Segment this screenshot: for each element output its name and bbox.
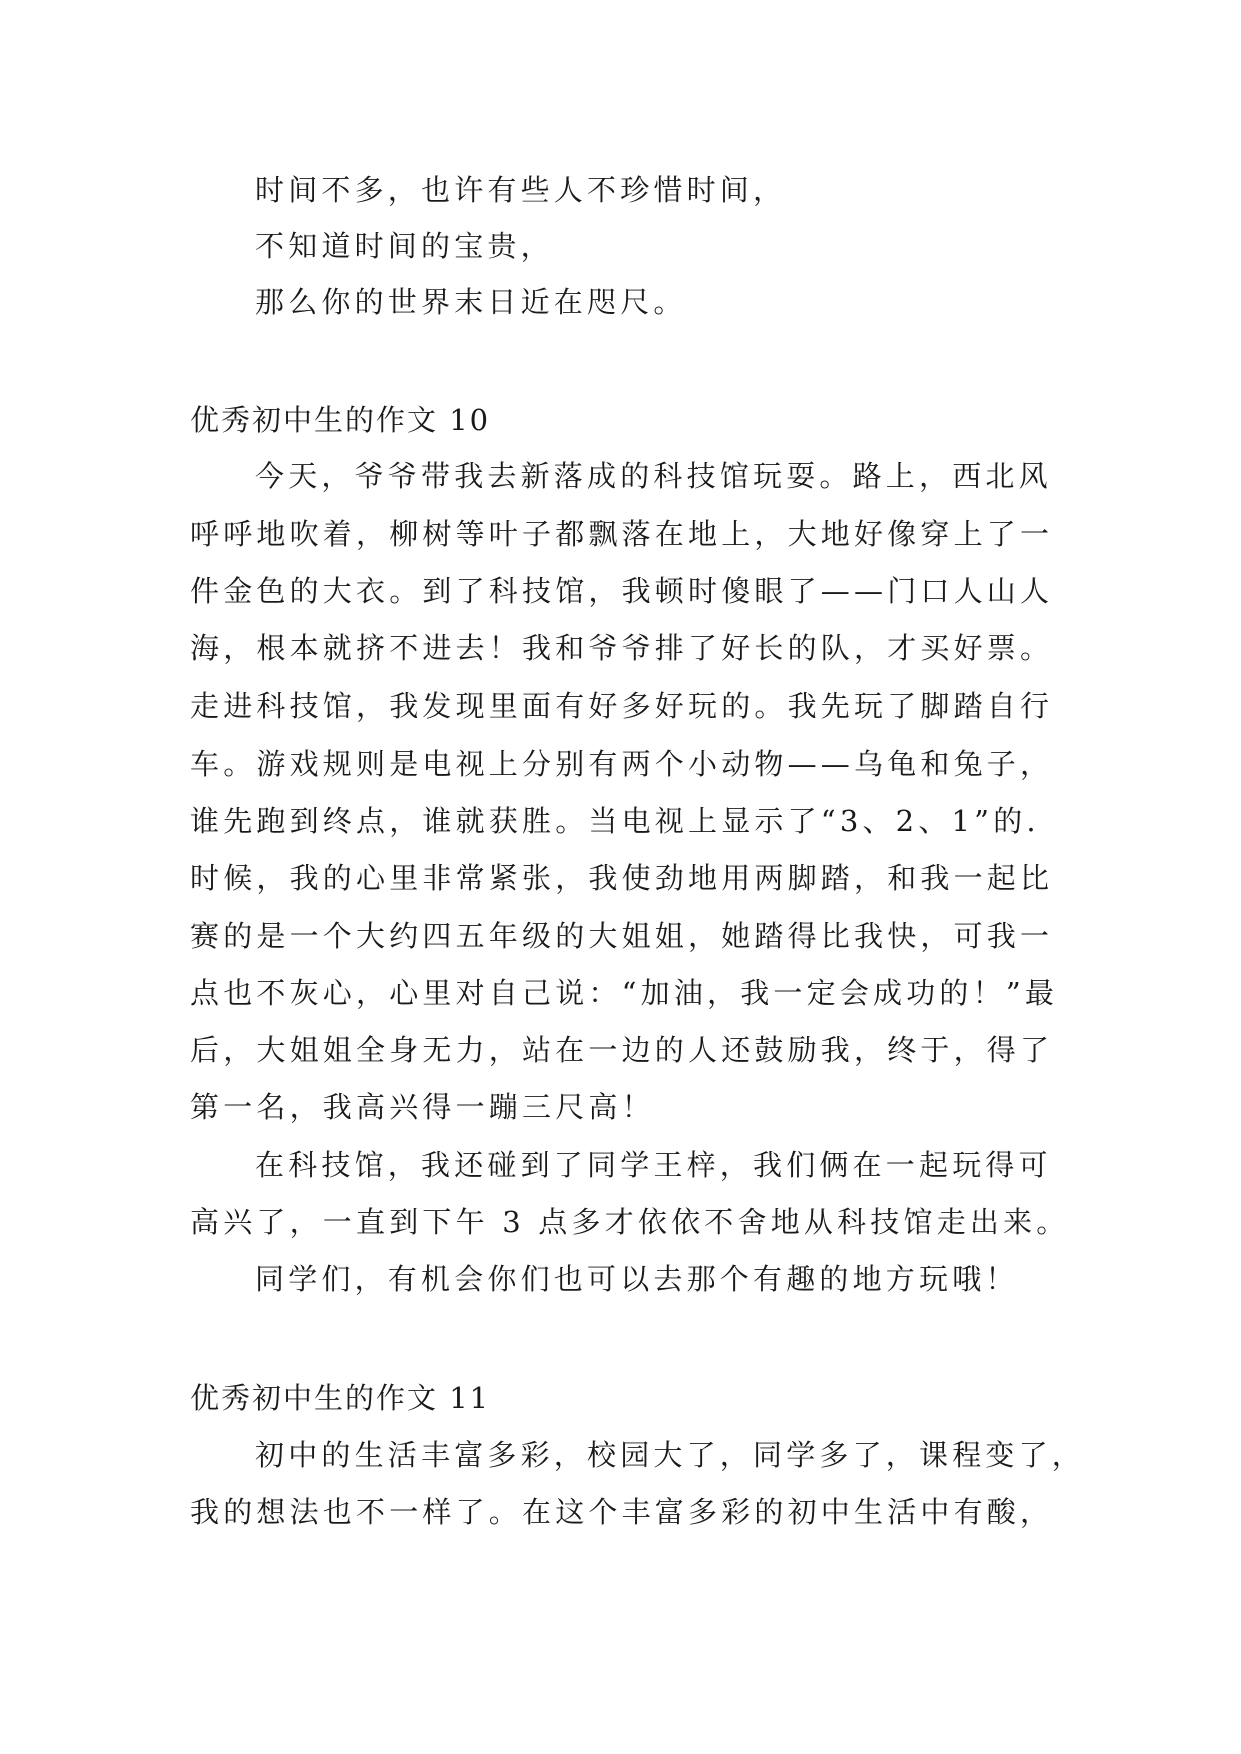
essay-title: 优秀初中生的作文 10 [190,403,491,437]
paragraph-line: 我的想法也不一样了。在这个丰富多彩的初中生活中有酸， [190,1495,1054,1529]
paragraph-line: 高兴了，一直到下午 3 点多才依依不舍地从科技馆走出来。 [190,1205,1070,1239]
paragraph-line: 在科技馆，我还碰到了同学王梓，我们俩在一起玩得可 [255,1148,1052,1182]
paragraph-line: 今天，爷爷带我去新落成的科技馆玩耍。路上，西北风 [255,459,1052,493]
paragraph-line: 第一名，我高兴得一蹦三尺高！ [190,1090,655,1124]
poem-line: 不知道时间的宝贵， [255,229,554,263]
paragraph-line: 谁先跑到终点，谁就获胜。当电视上显示了“3、2、1”的. [190,804,1040,838]
paragraph-line: 时候，我的心里非常紧张，我使劲地用两脚踏，和我一起比 [190,861,1054,895]
paragraph-line: 件金色的大衣。到了科技馆，我顿时傻眼了——门口人山人 [190,574,1054,608]
paragraph-line: 呼呼地吹着，柳树等叶子都飘落在地上，大地好像穿上了一 [190,517,1054,551]
essay-title: 优秀初中生的作文 11 [190,1381,491,1415]
paragraph-line: 车。游戏规则是电视上分别有两个小动物——乌龟和兔子， [190,747,1054,781]
poem-line: 时间不多，也许有些人不珍惜时间， [255,173,787,207]
paragraph-line: 赛的是一个大约四五年级的大姐姐，她踏得比我快，可我一 [190,919,1054,953]
paragraph-line: 点也不灰心，心里对自己说：“加油，我一定会成功的！”最 [190,976,1059,1010]
paragraph-line: 初中的生活丰富多彩，校园大了，同学多了，课程变了， [255,1438,1086,1472]
paragraph-line: 后，大姐姐全身无力，站在一边的人还鼓励我，终于，得了 [190,1033,1054,1067]
paragraph-line: 走进科技馆，我发现里面有好多好玩的。我先玩了脚踏自行 [190,689,1054,723]
paragraph-line: 海，根本就挤不进去！我和爷爷排了好长的队，才买好票。 [190,631,1054,665]
paragraph-line: 同学们，有机会你们也可以去那个有趣的地方玩哦！ [255,1262,1019,1296]
poem-line: 那么你的世界末日近在咫尺。 [255,285,687,319]
